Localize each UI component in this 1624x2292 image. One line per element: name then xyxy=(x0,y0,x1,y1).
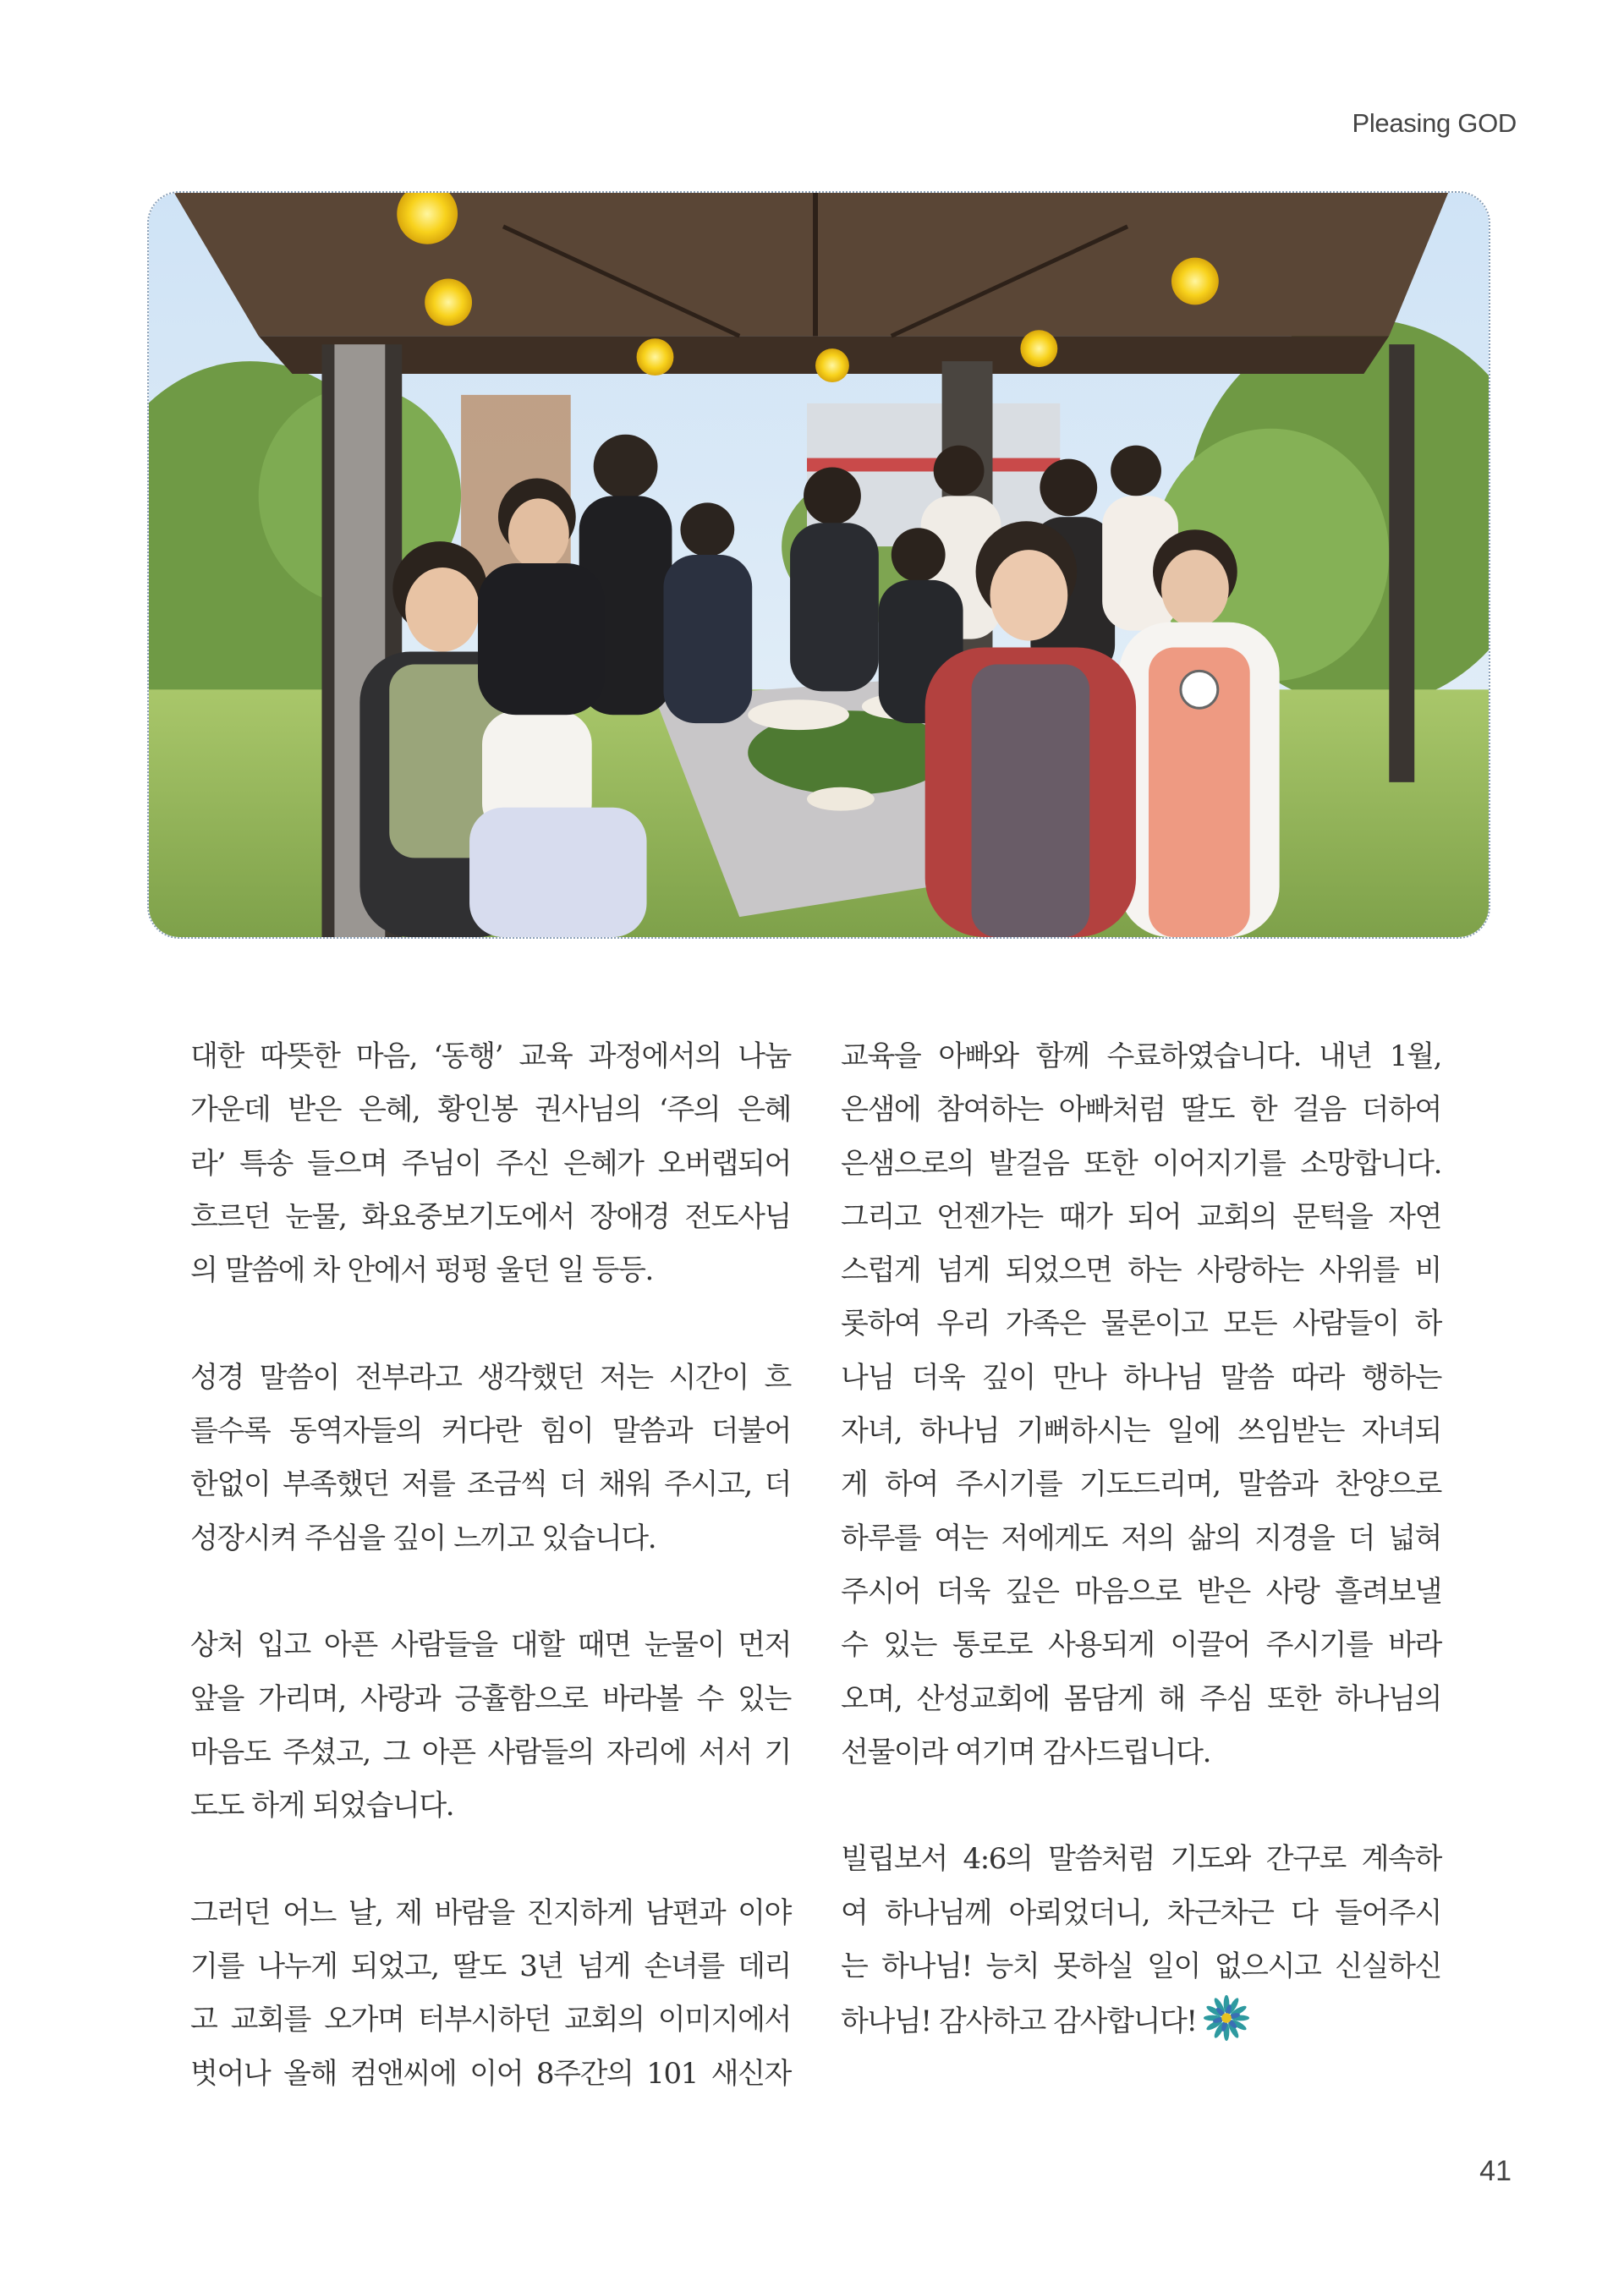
paragraph-gap xyxy=(190,1565,791,1619)
text-line: 성장시켜 주심을 깊이 느끼고 있습니다. xyxy=(190,1521,656,1555)
page-number: 41 xyxy=(1479,2155,1512,2187)
paragraph-gap xyxy=(190,1297,791,1351)
text-line: 게 하여 주시기를 기도드리며, 말씀과 찬양으로 xyxy=(841,1467,1441,1502)
text-line: 그리고 언젠가는 때가 되어 교회의 문턱을 자연 xyxy=(841,1199,1441,1234)
text-line: 하루를 여는 저에게도 저의 삶의 지경을 더 넓혀 xyxy=(841,1521,1441,1555)
text-line: 롯하여 우리 가족은 물론이고 모든 사람들이 하 xyxy=(841,1307,1441,1341)
text-line: 앞을 가리며, 사랑과 긍휼함으로 바라볼 수 있는 xyxy=(190,1681,791,1716)
closing-line xyxy=(841,1993,1441,2048)
text-line: 은샘으로의 발걸음 또한 이어지기를 소망합니다. xyxy=(841,1146,1441,1181)
text-line: 라’ 특송 들으며 주님이 주신 은혜가 오버랩되어 xyxy=(190,1146,791,1181)
running-header: Pleasing GOD xyxy=(1352,108,1517,138)
text-line: 은샘에 참여하는 아빠처럼 딸도 한 걸음 더하여 xyxy=(841,1093,1441,1127)
text-line: 스럽게 넘게 되었으면 하는 사랑하는 사위를 비 xyxy=(841,1253,1441,1288)
text-line: 수 있는 통로로 사용되게 이끌어 주시기를 바라 xyxy=(841,1628,1441,1663)
text-line: 도도 하게 되었습니다. xyxy=(190,1789,454,1823)
text-line: 를수록 동역자들의 커다란 힘이 말씀과 더불어 xyxy=(190,1414,791,1449)
text-line: 선물이라 여기며 감사드립니다. xyxy=(841,1735,1210,1769)
text-line: 교육을 아빠와 함께 수료하였습니다. 내년 1월, xyxy=(841,1039,1441,1073)
text-line: 나님 더욱 깊이 만나 하나님 말씀 따라 행하는 xyxy=(841,1360,1441,1395)
text-line: 상처 입고 아픈 사람들을 대할 때면 눈물이 먼저 xyxy=(190,1628,791,1663)
group-photo-gazebo-image xyxy=(149,193,1489,937)
text-line: 성경 말씀이 전부라고 생각했던 저는 시간이 흐 xyxy=(190,1360,791,1395)
text-line: 주시어 더욱 깊은 마음으로 받은 사랑 흘려보낼 xyxy=(841,1574,1441,1609)
group-photo xyxy=(147,191,1490,939)
text-line: 그러던 어느 날, 제 바람을 진지하게 남편과 이야 xyxy=(190,1895,791,1930)
text-line: 자녀, 하나님 기뻐하시는 일에 쓰임받는 자녀되 xyxy=(841,1414,1441,1449)
text-line: 빌립보서 4:6의 말씀처럼 기도와 간구로 계속하 xyxy=(841,1842,1441,1877)
text-line: 여 하나님께 아뢰었더니, 차근차근 다 들어주시 xyxy=(841,1895,1441,1930)
text-line: 하나님! 감사하고 감사합니다! xyxy=(841,2004,1197,2039)
text-line: 마음도 주셨고, 그 아픈 사람들의 자리에 서서 기 xyxy=(190,1735,791,1769)
body-text-right-column xyxy=(841,1030,1441,2049)
text-line: 가운데 받은 은혜, 황인봉 권사님의 ‘주의 은혜 xyxy=(190,1093,791,1127)
text-line: 오며, 산성교회에 몸담게 해 주심 또한 하나님의 xyxy=(841,1681,1441,1716)
text-line: 기를 나누게 되었고, 딸도 3년 넘게 손녀를 데리 xyxy=(190,1949,791,1984)
body-text-left-column xyxy=(190,1030,791,2101)
text-line: 고 교회를 오가며 터부시하던 교회의 이미지에서 xyxy=(190,2003,791,2037)
text-line: 는 하나님! 능치 못하실 일이 없으시고 신실하신 xyxy=(841,1949,1441,1984)
text-line: 벗어나 올해 컴앤씨에 이어 8주간의 101 새신자 xyxy=(190,2056,791,2091)
flower-ornament-icon xyxy=(1202,1993,1251,2043)
text-line: 대한 따뜻한 마음, ‘동행’ 교육 과정에서의 나눔 xyxy=(190,1039,791,1073)
paragraph-gap xyxy=(190,1833,791,1886)
text-line: 한없이 부족했던 저를 조금씩 더 채워 주시고, 더 xyxy=(190,1467,791,1502)
paragraph-gap xyxy=(841,1779,1441,1833)
text-line: 의 말씀에 차 안에서 펑펑 울던 일 등등. xyxy=(190,1253,653,1288)
text-line: 흐르던 눈물, 화요중보기도에서 장애경 전도사님 xyxy=(190,1199,791,1234)
